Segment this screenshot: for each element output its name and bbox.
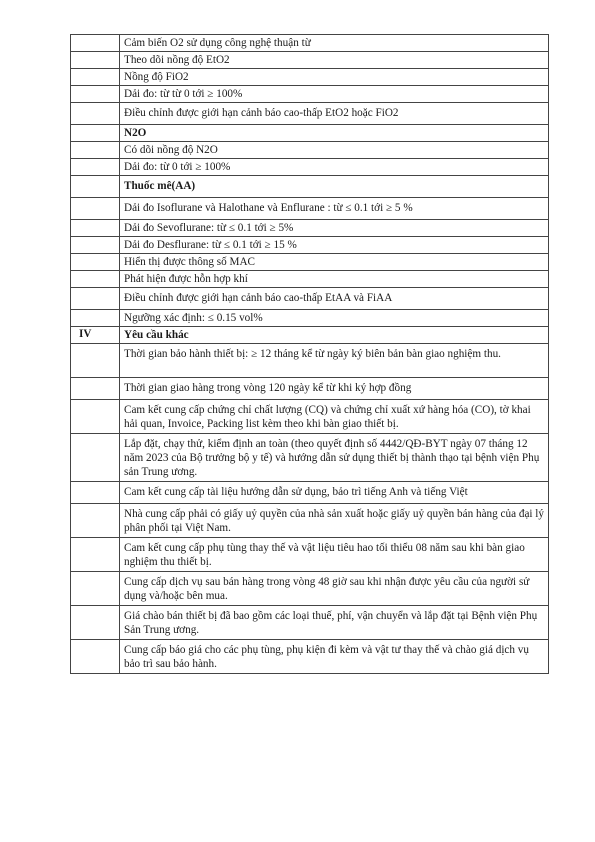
row-number-cell (71, 310, 120, 327)
section-heading-cell: Yêu cầu khác (120, 327, 549, 344)
table-row (71, 103, 549, 125)
requirement-cell: Phát hiện được hỗn hợp khí (120, 271, 549, 288)
row-number-cell (71, 538, 120, 572)
table-row (71, 378, 549, 400)
row-number-cell (71, 86, 120, 103)
row-number-cell (71, 159, 120, 176)
row-number-cell (71, 344, 120, 378)
row-number-cell (71, 271, 120, 288)
spec-table-body (71, 35, 549, 674)
requirement-cell: Dải đo Desflurane: từ ≤ 0.1 tới ≥ 15 % (120, 237, 549, 254)
table-row (71, 237, 549, 254)
row-number-cell (71, 69, 120, 86)
requirement-cell: Nhà cung cấp phải có giấy uỷ quyền của nhà sản xuất hoặc giấy uỷ quyền bán hàng của đại lý phân phối tại Việt Nam. (120, 504, 549, 538)
requirement-cell: Dải đo: từ 0 tới ≥ 100% (120, 159, 549, 176)
section-heading-cell: N2O (120, 125, 549, 142)
table-row (71, 176, 549, 198)
table-row (71, 606, 549, 640)
requirement-cell: Lắp đặt, chạy thử, kiểm định an toàn (theo quyết định số 4442/QĐ-BYT ngày 07 tháng 12 năm 2023 của Bộ trưởng bộ y tế) và hướng dẫn sử dụng thiết bị thành thạo tại bệnh viện Phụ sản Trung ương. (120, 434, 549, 482)
row-number-cell (71, 220, 120, 237)
table-row (71, 504, 549, 538)
row-number-cell (71, 237, 120, 254)
table-row (71, 254, 549, 271)
table-row (71, 220, 549, 237)
table-row (71, 271, 549, 288)
row-number-cell (71, 434, 120, 482)
requirement-cell: Theo dõi nồng độ EtO2 (120, 52, 549, 69)
requirement-cell: Cam kết cung cấp tài liệu hướng dẫn sử dụng, bảo trì tiếng Anh và tiếng Việt (120, 482, 549, 504)
row-number-cell (71, 400, 120, 434)
row-number-cell (71, 142, 120, 159)
row-number-cell (71, 254, 120, 271)
row-number-cell (71, 103, 120, 125)
row-number-cell: IV (71, 327, 120, 344)
requirement-cell: Hiển thị được thông số MAC (120, 254, 549, 271)
table-row (71, 344, 549, 378)
table-row (71, 538, 549, 572)
requirement-cell: Có dõi nồng độ N2O (120, 142, 549, 159)
row-number-cell (71, 640, 120, 674)
table-row (71, 52, 549, 69)
requirement-cell: Thời gian giao hàng trong vòng 120 ngày kể từ khi ký hợp đồng (120, 378, 549, 400)
row-number-cell (71, 572, 120, 606)
table-row (71, 327, 549, 344)
row-number-cell (71, 52, 120, 69)
table-row (71, 125, 549, 142)
requirement-cell: Dải đo: từ từ 0 tới ≥ 100% (120, 86, 549, 103)
requirement-cell: Điều chỉnh được giới hạn cảnh báo cao-thấp EtAA và FiAA (120, 288, 549, 310)
requirement-cell: Dải đo Isoflurane và Halothane và Enflurane : từ ≤ 0.1 tới ≥ 5 % (120, 198, 549, 220)
table-row (71, 198, 549, 220)
row-number-cell (71, 378, 120, 400)
row-number-cell (71, 606, 120, 640)
row-number-cell (71, 198, 120, 220)
table-row (71, 434, 549, 482)
row-number-cell (71, 35, 120, 52)
table-row (71, 86, 549, 103)
table-row (71, 159, 549, 176)
requirement-cell: Cam kết cung cấp phụ tùng thay thế và vật liệu tiêu hao tối thiểu 08 năm sau khi bàn giao nghiệm thu thiết bị. (120, 538, 549, 572)
requirement-cell: Điều chỉnh được giới hạn cảnh báo cao-thấp EtO2 hoặc FiO2 (120, 103, 549, 125)
table-row (71, 482, 549, 504)
requirement-cell: Nồng độ FiO2 (120, 69, 549, 86)
table-row (71, 69, 549, 86)
requirement-cell: Cung cấp dịch vụ sau bán hàng trong vòng 48 giờ sau khi nhận được yêu cầu của người sử dụng và/hoặc bên mua. (120, 572, 549, 606)
requirement-cell: Cảm biến O2 sử dụng công nghệ thuận từ (120, 35, 549, 52)
requirement-cell: Ngưỡng xác định: ≤ 0.15 vol% (120, 310, 549, 327)
table-row (71, 310, 549, 327)
spec-table (70, 34, 549, 674)
table-row (71, 288, 549, 310)
table-row (71, 572, 549, 606)
requirement-cell: Cam kết cung cấp chứng chỉ chất lượng (CQ) và chứng chỉ xuất xứ hàng hóa (CO), tờ khai hải quan, Invoice, Packing list kèm theo khi bàn giao thiết bị. (120, 400, 549, 434)
row-number-cell (71, 288, 120, 310)
table-row (71, 142, 549, 159)
requirement-cell: Dải đo Sevoflurane: từ ≤ 0.1 tới ≥ 5% (120, 220, 549, 237)
table-row (71, 640, 549, 674)
row-number-cell (71, 176, 120, 198)
row-number-cell (71, 125, 120, 142)
row-number-cell (71, 504, 120, 538)
section-heading-cell: Thuốc mê(AA) (120, 176, 549, 198)
requirement-cell: Cung cấp báo giá cho các phụ tùng, phụ kiện đi kèm và vật tư thay thế và chào giá dịch vụ bảo trì sau bảo hành. (120, 640, 549, 674)
requirement-cell: Giá chào bán thiết bị đã bao gồm các loại thuế, phí, vận chuyển và lắp đặt tại Bệnh viện Phụ Sản Trung ương. (120, 606, 549, 640)
table-row (71, 35, 549, 52)
row-number-cell (71, 482, 120, 504)
table-row (71, 400, 549, 434)
requirement-cell: Thời gian bảo hành thiết bị: ≥ 12 tháng kể từ ngày ký biên bản bàn giao nghiệm thu. (120, 344, 549, 378)
